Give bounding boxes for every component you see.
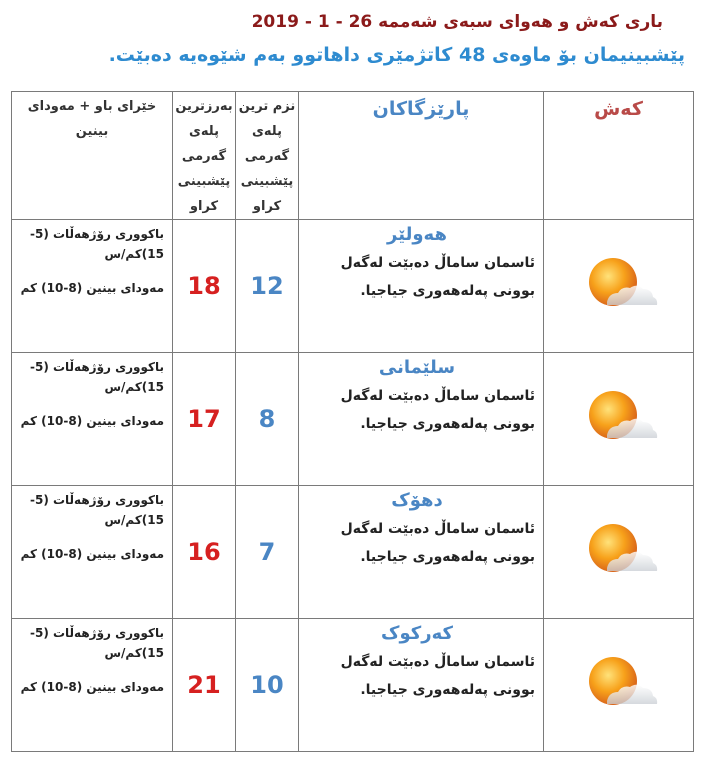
wind-cell	[12, 220, 173, 353]
max-temp: 18	[187, 272, 221, 300]
wind-cell	[12, 619, 173, 752]
wind-text: باکووری رۆژهەڵات (5-15)کم/س	[29, 227, 164, 261]
header-max-temp: بەرزترین پلەی گەرمی پێشبینی کراو	[173, 92, 236, 220]
min-temp: 12	[250, 272, 284, 300]
date-title: باری کەش و هەوای سبەی شەممە 26 - 1 - 2019	[251, 12, 663, 32]
min-temp-cell	[236, 353, 299, 486]
city-cell	[299, 619, 544, 752]
table-row	[12, 220, 694, 353]
max-temp: 21	[187, 671, 221, 699]
header-min-temp: نزم ترین پلەی گەرمی پێشبینی کراو	[236, 92, 299, 220]
wind-text: باکووری رۆژهەڵات (5-15)کم/س	[29, 360, 164, 394]
sun-cloud-icon	[577, 651, 661, 719]
min-temp-cell	[236, 220, 299, 353]
max-temp-cell	[173, 220, 236, 353]
weather-table	[11, 91, 694, 752]
header-weather: کەش	[544, 92, 694, 220]
wind-text: باکووری رۆژهەڵات (5-15)کم/س	[29, 493, 164, 527]
table-row	[12, 353, 694, 486]
city-cell	[299, 353, 544, 486]
min-temp: 8	[258, 405, 276, 433]
city-cell	[299, 486, 544, 619]
visibility-text: مەودای بینین (8-10) کم	[20, 414, 164, 428]
weather-icon-cell	[544, 220, 694, 353]
city-name: سلێمانی	[378, 357, 456, 378]
city-cell	[299, 220, 544, 353]
sun-cloud-icon	[577, 385, 661, 453]
max-temp-cell	[173, 486, 236, 619]
wind-cell	[12, 486, 173, 619]
weather-icon-cell	[544, 619, 694, 752]
min-temp: 10	[250, 671, 284, 699]
forecast-subtitle: پێشبینیمان بۆ ماوەی 48 کاتژمێری داهاتوو بەم شێوەیە دەبێت.	[108, 44, 685, 66]
weather-icon-cell	[544, 353, 694, 486]
min-temp: 7	[258, 538, 276, 566]
max-temp: 17	[187, 405, 221, 433]
visibility-text: مەودای بینین (8-10) کم	[20, 547, 164, 561]
min-temp-cell	[236, 486, 299, 619]
wind-cell	[12, 353, 173, 486]
weather-description: ئاسمان ساماڵ دەبێت لەگەل بوونی پەلەهەوری جیاجیا.	[340, 255, 535, 299]
table-header-row	[12, 92, 694, 220]
header-wind-visibility: خێرای باو + مەودای بینین	[12, 92, 173, 220]
weather-description: ئاسمان ساماڵ دەبێت لەگەل بوونی پەلەهەوری جیاجیا.	[340, 388, 535, 432]
max-temp: 16	[187, 538, 221, 566]
weather-description: ئاسمان ساماڵ دەبێت لەگەل بوونی پەلەهەوری جیاجیا.	[340, 521, 535, 565]
weather-description: ئاسمان ساماڵ دەبێت لەگەل بوونی پەلەهەوری جیاجیا.	[340, 654, 535, 698]
sun-cloud-icon	[577, 518, 661, 586]
city-name: هەولێر	[387, 224, 447, 245]
max-temp-cell	[173, 353, 236, 486]
max-temp-cell	[173, 619, 236, 752]
city-name: دهۆک	[391, 490, 443, 511]
wind-text: باکووری رۆژهەڵات (5-15)کم/س	[29, 626, 164, 660]
table-row	[12, 619, 694, 752]
visibility-text: مەودای بینین (8-10) کم	[20, 281, 164, 295]
visibility-text: مەودای بینین (8-10) کم	[20, 680, 164, 694]
sun-cloud-icon	[577, 252, 661, 320]
weather-icon-cell	[544, 486, 694, 619]
min-temp-cell	[236, 619, 299, 752]
city-name: کەرکوک	[381, 623, 453, 644]
header-cities: پارێزگاکان	[299, 92, 544, 220]
table-row	[12, 486, 694, 619]
